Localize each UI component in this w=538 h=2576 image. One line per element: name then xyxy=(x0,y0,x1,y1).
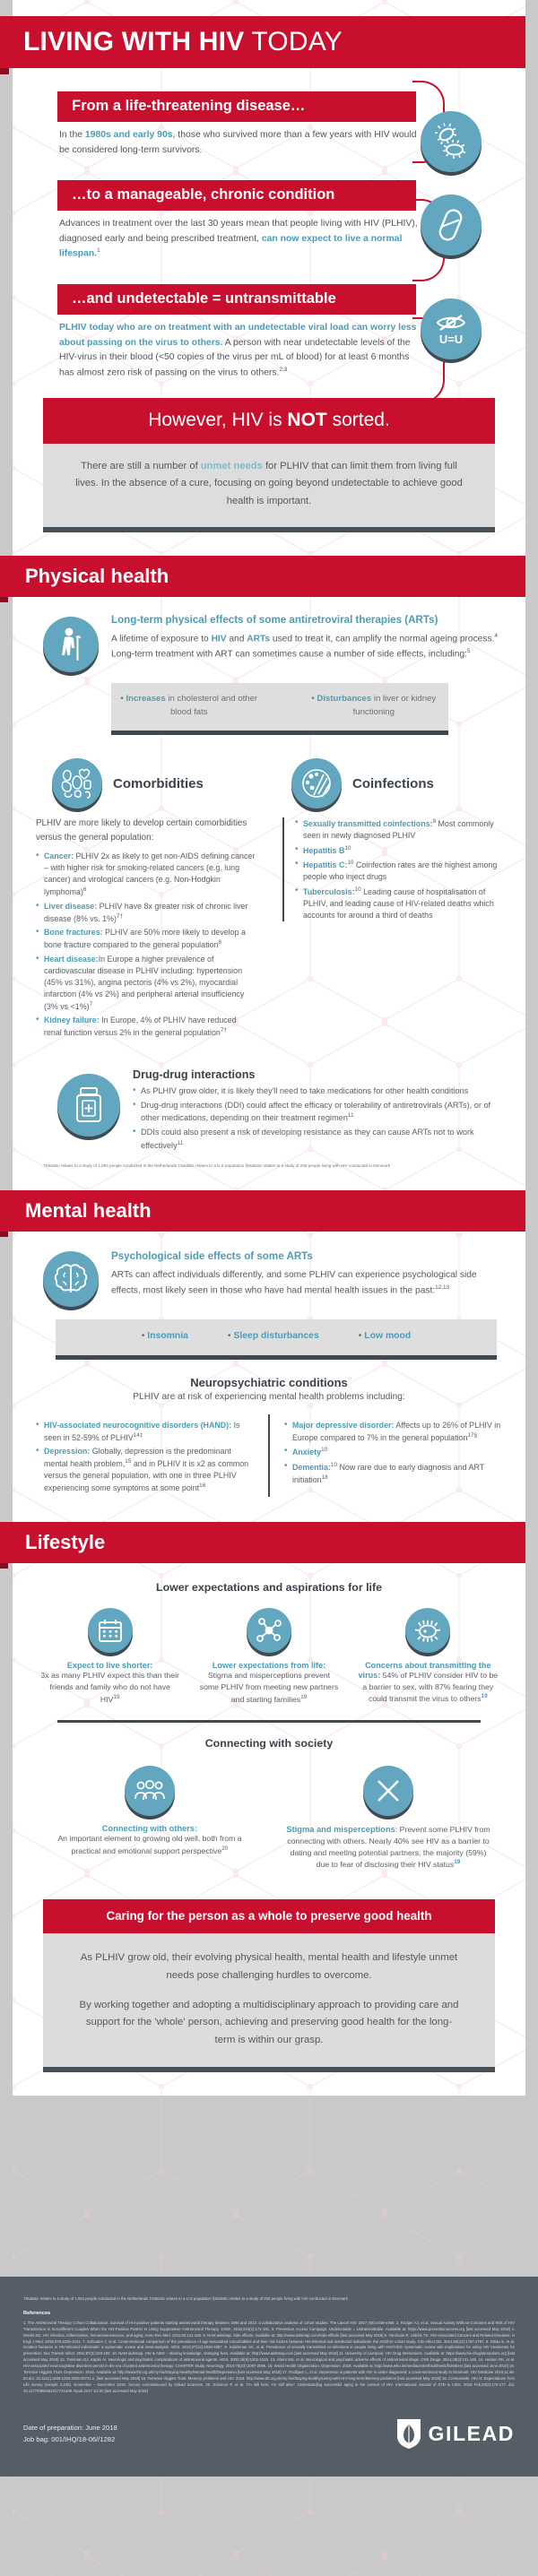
comorbidities-block xyxy=(36,758,268,1042)
references-heading: References xyxy=(23,2310,51,2316)
expectation-2-sup: 19 xyxy=(481,1693,488,1700)
page-title-light: TODAY xyxy=(244,27,343,56)
section-lifestyle xyxy=(0,1522,525,1563)
comorbidity-2-sup: 8 xyxy=(218,939,221,947)
ddi-0-text: As PLHIV grow older, it is likely they'll need to take medications for other health conditions xyxy=(141,1085,469,1095)
expectation-card-0 xyxy=(30,1608,189,1706)
art-body-hl2: ARTs xyxy=(247,634,271,644)
gilead-wordmark: GILEAD xyxy=(428,2421,515,2445)
coinfections-block xyxy=(268,758,502,1042)
list-item xyxy=(133,1127,502,1152)
neuro-columns xyxy=(36,1414,502,1497)
neuro-right-0-text: Affects up to 26% of PLHIV in Europe compared to 7% in the general population xyxy=(292,1421,501,1442)
list-item xyxy=(295,844,502,857)
intro-body-1-pre: In the xyxy=(59,130,85,140)
page-title xyxy=(23,29,343,56)
coinfection-2-label: Hepatitis C: xyxy=(303,860,348,870)
lifestyle-expectations-title: Lower expectations and aspirations for life xyxy=(156,1580,382,1594)
list-item xyxy=(284,1461,502,1486)
intro-body-2-pre: Advances in treatment over the last 30 years mean that people living with HIV (PLHIV), diagnosed early and being prescribed treatment, xyxy=(59,218,418,244)
lifestyle-divider xyxy=(57,1720,481,1723)
society-card-0 xyxy=(30,1757,269,1871)
comorbidity-3-text: In Europe a higher prevalence of cardiovascular disease in PLHIV including: hypertension (45% vs 31%), angina pectoris (4% vs 2%), myocardial infarction (4% vs 2%) and peripheral arterial insufficiency (3% vs <1%) xyxy=(44,954,245,1011)
list-item xyxy=(284,1446,502,1458)
intro-body-2 xyxy=(59,217,418,263)
neuro-left-1-label: Depression: xyxy=(44,1447,91,1457)
page-footer xyxy=(0,2277,538,2477)
comorbidity-0-label: Cancer: xyxy=(44,851,74,861)
footer-bottom xyxy=(23,2417,515,2450)
intro-block-1 xyxy=(13,91,525,159)
neuro-left-1-text: Globally, depression is the predominant mental health problem, xyxy=(44,1447,231,1469)
art-sup2: 5 xyxy=(466,648,471,655)
cells-icon xyxy=(291,758,342,808)
intro-body-3-sup: 2,3 xyxy=(279,367,288,374)
intro-section xyxy=(13,68,525,398)
lifestyle-expectations-row xyxy=(30,1608,508,1706)
ddi-1-sup: 11 xyxy=(347,1112,354,1119)
expectation-0-text: 3x as many PLHIV expect this than their friends and family who do not have HIV xyxy=(40,1670,179,1704)
list-item xyxy=(36,954,256,1013)
psych-heading: Psychological side effects of some ARTs xyxy=(111,1250,313,1263)
brain-icon xyxy=(43,1251,99,1307)
coinfection-0-text: Most commonly seen in newly diagnosed PLHIV xyxy=(303,819,494,841)
not-sorted-bar xyxy=(43,398,495,444)
art-body-post2: Long-term treatment with ART can sometimes cause a number of side effects, including: xyxy=(111,649,467,660)
final-section xyxy=(13,1880,525,2096)
section-physical-health xyxy=(0,556,525,597)
neuro-subtitle: PLHIV are at risk of experiencing mental health problems including: xyxy=(133,1392,405,1403)
u-equals-u-label: U=U xyxy=(438,332,464,346)
physical-footnotes: †Statistic relates to a study of 1,064 people conducted in the Netherlands ‡Statistic relates to a U.S population §Statistic relates to a study of 205 people living with HIV conducted in Denmark xyxy=(43,1163,390,1168)
calendar-icon xyxy=(88,1608,133,1653)
not-sorted-body-pre: There are still a number of xyxy=(81,460,201,471)
gilead-shield-icon xyxy=(395,2417,422,2450)
neuro-right-2-sup: 10 xyxy=(330,1461,338,1468)
neuro-right-1-label: Anxiety xyxy=(292,1448,322,1457)
date-of-preparation: Date of preparation: June 2018 xyxy=(23,2424,117,2433)
not-sorted-body-highlight: unmet needs xyxy=(200,460,263,471)
intro-body-1-highlight: 1980s and early 90s, xyxy=(84,130,176,140)
footer-daggers: †Statistic relates to a study of 1,064 people conducted in the Netherlands ‡Statistic relates to a U.S population §Statistic relates to a study of 205 people living with HIV conducted in Denmark xyxy=(23,2296,348,2301)
list-item xyxy=(295,817,502,842)
list-item xyxy=(133,1100,502,1125)
expectation-0-title: Expect to live shorter: xyxy=(66,1660,153,1670)
comorbidity-0-sup: 6 xyxy=(82,886,87,894)
not-sorted-body xyxy=(43,444,495,533)
psych-body-text: ARTs can affect individuals differently, and some PLHIV can experience psychological side effects, most likely seen in those who have had mental health issues in the past: xyxy=(111,1270,477,1296)
ddi-2-text: DDIs could also present a risk of developing resistance as they can cause ARTs not to work effectively xyxy=(141,1128,474,1150)
expectation-1-body xyxy=(198,1670,339,1706)
cross-icon xyxy=(363,1766,413,1816)
job-bag: Job bag: 001/IHQ/18-06//1282 xyxy=(23,2435,116,2444)
ddi-list xyxy=(133,1085,502,1152)
coinfection-2-text: Coinfection rates are the highest among people who inject drugs xyxy=(303,860,498,882)
neuro-block xyxy=(36,1376,502,1497)
intro-block-2 xyxy=(13,180,525,263)
mental-health-body xyxy=(13,1232,525,1506)
neuro-right-1-sup: 10 xyxy=(321,1447,328,1454)
coinfection-3-label: Tuberculosis: xyxy=(303,886,355,896)
comorbidity-3-sup: 7 xyxy=(89,1000,93,1007)
neuro-right-2-text: Now rare due to early diagnosis and ART initiation xyxy=(292,1462,484,1484)
society-0-sup: 20 xyxy=(221,1846,229,1852)
society-0-text: An important element to growing old well, both from a practical and emotional support perspective xyxy=(57,1833,242,1855)
coinfection-0-sup: 9 xyxy=(432,818,437,826)
expectation-0-body xyxy=(39,1670,180,1706)
expectation-2-title-text: Concerns about transmitting the virus: xyxy=(358,1660,491,1680)
list-item xyxy=(36,1446,254,1494)
neuro-left-0-text: Is seen in 52-59% of PLHIV xyxy=(44,1421,240,1442)
neuro-right-list xyxy=(284,1420,502,1486)
society-1-title-text: Stigma and misperceptions xyxy=(286,1824,395,1834)
art-body xyxy=(111,632,502,662)
neuro-left-1-text2: and in PLHIV it is x2 as common versus the general population, with one in three PLHIV experiencing some symptoms at some point xyxy=(44,1459,249,1493)
footer-wrapper xyxy=(13,2277,538,2477)
final-paragraph-2: By working together and adopting a multidisciplinary approach to providing care and support for the 'whole' person, achieving and preserving good health for the long-term is within our grasp. xyxy=(79,2000,459,2045)
ddi-title: Drug-drug interactions xyxy=(133,1068,256,1081)
society-0-body xyxy=(45,1833,255,1857)
physical-health-body xyxy=(13,597,525,1176)
art-body-hl1: HIV xyxy=(211,634,227,644)
neuro-right-column xyxy=(268,1414,502,1497)
psych-body xyxy=(111,1268,502,1299)
list-item xyxy=(36,1420,254,1444)
neuro-left-list xyxy=(36,1420,254,1494)
list-item xyxy=(36,1015,256,1039)
intro-heading-3: …and undetectable = untransmittable xyxy=(57,284,416,315)
list-item xyxy=(295,886,502,921)
comorbidity-4-text: In Europe, 4% of PLHIV have reduced renal function versus 2% in the general population xyxy=(44,1016,237,1038)
neuro-left-0-label: HIV-associated neurocognitive disorders (HAND): xyxy=(44,1421,232,1431)
art-side-effect-1: • Disturbances in liver or kidney functioning xyxy=(311,694,437,717)
comorbidity-3-label: Heart disease: xyxy=(44,954,99,964)
pill-icon xyxy=(421,194,482,255)
comorbidities-coinfections-row xyxy=(36,758,502,1042)
comorbidities-list xyxy=(36,851,256,1039)
intro-body-1-post: those who survived more than a few years with HIV would be considered long-term survivors. xyxy=(59,130,417,155)
lifestyle-society-row xyxy=(30,1757,508,1871)
section-mental-health-title: Mental health xyxy=(25,1199,152,1223)
society-0-title: Connecting with others: xyxy=(101,1823,198,1833)
expectation-1-text: Stigma and misperceptions prevent some PLHIV from meeting new partners and starting families xyxy=(199,1670,339,1704)
not-sorted-body-post: for PLHIV that can limit them from living full lives. In the absence of a cure, focusing on going beyond undetectable to achieve good health is important. xyxy=(75,460,463,507)
coinfection-1-sup: 10 xyxy=(344,844,351,851)
art-side-effect-1-bold: Disturbances xyxy=(317,694,372,705)
coinfection-3-text: Leading cause of hospitalisation of PLHIV, and leading cause of HIV-related deaths which accounts for around a third of deaths xyxy=(303,886,494,920)
virus-icon xyxy=(405,1608,450,1653)
section-mental-health xyxy=(0,1190,525,1232)
expectation-2-title xyxy=(358,1661,499,1705)
expectation-2-text: 54% of PLHIV consider HIV to be a barrier to sex, with 87% fearing they could transmit the virus to others xyxy=(362,1670,499,1704)
psych-effect-2: • Low mood xyxy=(358,1331,412,1342)
organs-icon xyxy=(52,758,102,808)
neuro-left-1-sup: 15 xyxy=(125,1458,132,1465)
art-heading: Long-term physical effects of some antiretroviral therapies (ARTs) xyxy=(111,614,438,627)
society-1-sup: 19 xyxy=(454,1859,461,1866)
ddi-block xyxy=(36,1068,502,1154)
intro-body-3-post: A person with near undetectable levels of the HIV-virus in their blood (<50 copies of the virus per mL of blood) for at least 6 months has almost zero risk of passing on the virus to others. xyxy=(59,337,411,378)
expectation-1-sup: 19 xyxy=(300,1694,308,1701)
comorbidities-title: Comorbidities xyxy=(113,775,204,791)
intro-body-1 xyxy=(59,128,418,159)
content-sheet xyxy=(13,0,525,2096)
neuro-right-0-label: Major depressive disorder: xyxy=(292,1421,395,1431)
psych-effect-0-label: Insomnia xyxy=(147,1331,188,1342)
comorbidities-intro: PLHIV are more likely to develop certain comorbidities versus the general population: xyxy=(36,818,247,843)
preparation-info xyxy=(23,2422,117,2446)
header-shadow xyxy=(0,68,9,74)
not-sorted-bold: NOT xyxy=(287,409,327,430)
society-1-text: : Prevent some PLHIV from connecting with others. Nearly 40% see HIV as a barrier to dating and meeting potential partners, the majority (59%) due to fear of disclosing their HIV status xyxy=(287,1824,490,1870)
list-item xyxy=(284,1420,502,1444)
neuro-left-column xyxy=(36,1414,268,1497)
page-title-bold: LIVING WITH HIV xyxy=(23,27,245,56)
comorbidity-4-sup: 7† xyxy=(220,1027,227,1034)
art-side-effect-1-rest: in liver or kidney functioning xyxy=(352,694,437,717)
ddi-2-sup: 11 xyxy=(177,1139,184,1146)
psych-effect-0: • Insomnia xyxy=(141,1331,188,1342)
bacteria-icon xyxy=(421,111,482,172)
intro-body-3 xyxy=(59,321,418,382)
list-item xyxy=(133,1085,502,1097)
comorbidity-1-label: Liver disease: xyxy=(44,901,98,911)
intro-body-2-sup: 1 xyxy=(97,247,100,255)
lifestyle-body xyxy=(13,1563,525,1880)
final-paragraph-1: As PLHIV grow old, their evolving physical health, mental health and lifestyle unmet needs pose challenging hurdles to overcome. xyxy=(80,1952,458,1981)
not-sorted-pre: However, HIV is xyxy=(148,409,288,430)
people-group-icon xyxy=(125,1766,175,1816)
intro-body-3-highlight: PLHIV today who are on treatment with an undetectable viral load can worry less about passing on the virus to others. xyxy=(59,322,417,348)
network-icon xyxy=(247,1608,291,1653)
coinfection-2-sup: 10 xyxy=(347,860,354,867)
neuro-left-0-sup: 14‡ xyxy=(133,1432,143,1439)
medicine-bottle-icon xyxy=(57,1074,120,1137)
expectation-0-sup: 19 xyxy=(113,1694,120,1701)
not-sorted-section xyxy=(13,398,525,557)
expectation-card-2 xyxy=(349,1608,508,1706)
comorbidity-0-text: PLHIV 2x as likely to get non-AIDS defining cancer – with higher risk for smoking-related cancers (e.g. lung cancer) and virological cancers (e.g. Non-Hodgkin lymphoma) xyxy=(44,851,256,897)
art-body-pre: A lifetime of exposure to xyxy=(111,634,212,644)
not-sorted-post: sorted. xyxy=(326,409,390,430)
psych-effect-1-label: Sleep disturbances xyxy=(233,1331,319,1342)
art-body-post: used to treat it, can amplify the normal ageing process. xyxy=(270,634,495,644)
comorbidity-4-label: Kidney failure: xyxy=(44,1016,100,1025)
lifestyle-society-title: Connecting with society xyxy=(204,1736,334,1750)
psych-effect-2-label: Low mood xyxy=(364,1331,412,1342)
list-item xyxy=(36,927,256,951)
intro-heading-2: …to a manageable, chronic condition xyxy=(57,180,416,211)
art-body-mid: and xyxy=(226,634,247,644)
ddi-1-text: Drug-drug interactions (DDI) could affect the efficacy or tolerability of antiretrovirals (ARTs), or of other medications, depending on their treatment regimen xyxy=(141,1100,491,1123)
page-header xyxy=(0,16,525,68)
coinfections-title: Coinfections xyxy=(352,775,434,791)
art-effects-block xyxy=(36,613,502,672)
art-side-effect-0-rest: in cholesterol and other blood fats xyxy=(165,694,258,717)
psych-effect-1: • Sleep disturbances xyxy=(227,1331,319,1342)
neuro-right-0-sup: 17§ xyxy=(467,1432,478,1439)
coinfection-3-sup: 10 xyxy=(354,886,361,893)
list-item xyxy=(295,859,502,883)
elderly-person-icon xyxy=(43,617,99,672)
final-box xyxy=(43,1933,495,2072)
neuro-right-2-label: Dementia: xyxy=(292,1462,331,1472)
list-item xyxy=(36,851,256,898)
final-bar: Caring for the person as a whole to preserve good health xyxy=(43,1899,495,1933)
comorbidity-2-text: PLHIV are 50% more likely to develop a bone fracture compared to the general population xyxy=(44,928,246,950)
comorbidity-1-text: PLHIV have 8x greater risk of chronic liver disease (8% vs. 1%) xyxy=(44,901,248,923)
psych-effects-strip xyxy=(56,1319,497,1360)
list-item xyxy=(36,901,256,925)
coinfection-1-label: Hepatitis B xyxy=(303,845,345,855)
neuro-right-2-sup2: 18 xyxy=(321,1474,328,1481)
neuro-left-1-sup2: 16 xyxy=(199,1482,206,1490)
section-lifestyle-title: Lifestyle xyxy=(25,1530,106,1553)
art-side-effect-0: • Increases in cholesterol and other blood fats xyxy=(120,694,258,717)
psych-block xyxy=(36,1249,502,1307)
art-side-effects-strip xyxy=(111,683,448,735)
expectation-card-1 xyxy=(189,1608,348,1706)
art-side-effect-0-bold: Increases xyxy=(126,694,166,705)
art-sup1: 4 xyxy=(494,633,498,640)
comorbidity-1-sup: 7† xyxy=(116,912,124,920)
eye-slash-icon xyxy=(421,298,482,359)
intro-heading-1: From a life-threatening disease… xyxy=(57,91,416,122)
psych-body-sup: 12,13 xyxy=(435,1284,450,1292)
expectation-1-title: Lower expectations from life: xyxy=(212,1660,326,1670)
comorbidity-2-label: Bone fractures: xyxy=(44,928,103,938)
coinfections-list xyxy=(295,817,502,921)
section-physical-health-title: Physical health xyxy=(25,565,169,588)
neuro-title: Neuropsychiatric conditions xyxy=(190,1376,348,1390)
intro-block-3 xyxy=(13,284,525,382)
coinfection-0-label: Sexually transmitted coinfections: xyxy=(303,819,433,829)
gilead-logo xyxy=(395,2417,516,2450)
intro-body-2-highlight: can now expect to live a normal lifespan. xyxy=(59,233,403,259)
society-1-title xyxy=(283,1824,493,1871)
society-card-1 xyxy=(269,1757,508,1871)
references-text: 1. The Antiretroviral Therapy Cohort Collaboration. Survival of HIV-positive patients starting antiretroviral therapy between 1996 and 2013: a collaborative analysis of cohort studies. The Lancet HIV. 2017;4(8):e349-e356. 2. Rodger AJ, et al. Sexual Activity Without Condoms and Risk of HIV Transmission in Serodifferent Couples When the HIV-Positive Partner Is Using Suppressive Antiretroviral Therapy. JAMA. 2016;316(2):171-181. 3. Prevention Access Campaign. Undetectable = Untransmittable. Available at: https://www.preventionaccess.org [last accessed May 2018] 4. Deeks SG. HIV infection, inflammation, immunosenescence, and aging. Annu Rev Med. 2011;62:141-155. 5. NAM aidsmap. Side effects. Available at: http://www.aidsmap.com/Side-effects [last accessed May 2018] 6. Yarchoan R, Uldrick TS. HIV-Associated Cancers and Related Diseases. N Engl J Med. 2018;378:1029-1041. 7. Schouten J, et al. Cross-sectional comparison of the prevalence of age-associated comorbidities and their risk factors between HIV-infected and uninfected individuals: the AGEhIV cohort study. Clin Infect Dis. 2014;59(12):1787-1797. 8. Shiau S, et al. Incident fractures in HIV-infected individuals: a systematic review and meta-analysis. AIDS. 2013;27(12):1949-1957. 9. Kalichman SC, et al. Prevalence of sexually transmitted co-infections in people living with HIV/AIDS: systematic review with implications for using HIV treatments for prevention. Sex Transm Infect. 2011;87(3):183-190. 10. NAM aidsmap. HIV & AIDS – sharing knowledge, changing lives. Available at: http://www.aidsmap.com [last accessed May 2018] 11. University of Liverpool. HIV Drug Interactions. Available at: https://www.hiv-druginteractions.org [last accessed May 2018] 12. Treisman GJ, Kaplin AI. Neurologic and psychiatric complications of antiretroviral agents. AIDS. 2002;16(9):1201-1215. 13. Abers MS, et al. Neurological and psychiatric adverse effects of antiretroviral drugs. CNS Drugs. 2014;28(2):131-145. 14. Heaton RK, et al. HIV-associated neurocognitive disorders persist in the era of potent antiretroviral therapy: CHARTER Study. Neurology. 2010;75(23):2087-2096. 15. World Health Organization. Depression. 2018. Available at: http://www.who.int/mediacentre/factsheets/fs369/en/ [last accessed June 2018] 16. Terrence Higgins Trust. Depression. 2018. Available at: http://www.tht.org.uk/my-hiv/Staying-healthy/Mental-health/Depression [last accessed May 2018] 17. Rodkjaer L, et al. Depression in patients with HIV is under-diagnosed: a cross-sectional study in Denmark. HIV Medicine 2010;11:46-53.doi: 10.1111/j.1468-1293.2009.00741.x. [last accessed May 2018] 18. Terrence Higgins Trust. Memory problems and HIV. 2018. http://www.tht.org.uk/my-hiv/Staying-healthy/Living-with-HIV-long-term/Memory-problems [last accessed May 2018] 19. Censuswide. HIV is: Expectations from Life survey (sample 3,245). November – December 2016. Survey commissioned by Gilead Sciences. 20. Solomon P, et al. 'I'm still here, I'm still alive': Understanding successful aging in the context of HIV. International Journal of STD & AIDS, 2018 Feb;29(2):172-177. doi: 10.1177/0956462417721439. Epub 2017 Jul 20 [last accessed May 2018] xyxy=(23,2320,515,2393)
